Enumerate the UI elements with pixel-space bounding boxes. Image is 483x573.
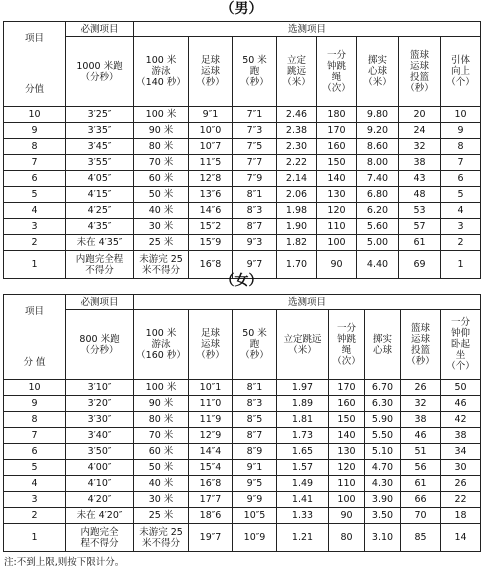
male-value-cell: 2.30 <box>277 139 317 155</box>
male-table-row <box>4 187 481 203</box>
male-value-cell: 30 米 <box>134 219 189 235</box>
male-value-cell: 1.70 <box>277 251 317 279</box>
male-value-cell: 6 <box>441 171 481 187</box>
male-value-cell: 内跑完全程 不得分 <box>66 251 134 279</box>
male-table-row <box>4 203 481 219</box>
male-value-cell: 8.60 <box>357 139 399 155</box>
female-value-cell: 1.41 <box>277 492 329 508</box>
male-table-row <box>4 171 481 187</box>
male-score-cell: 8 <box>4 139 66 155</box>
female-value-cell: 56 <box>401 460 441 476</box>
female-value-cell: 内跑完全 程不得分 <box>66 524 134 552</box>
female-value-cell: 60 米 <box>134 444 189 460</box>
male-value-cell: 8″3 <box>233 203 277 219</box>
male-value-cell: 14″6 <box>189 203 233 219</box>
male-value-cell: 150 <box>317 155 357 171</box>
female-value-cell: 6.30 <box>365 396 401 412</box>
male-value-cell: 2 <box>441 235 481 251</box>
male-value-cell: 61 <box>399 235 441 251</box>
female-value-cell: 80 <box>329 524 365 552</box>
male-score-cell: 5 <box>4 187 66 203</box>
female-value-cell: 未在 4′20″ <box>66 508 134 524</box>
female-value-cell: 4′00″ <box>66 460 134 476</box>
female-value-cell: 46 <box>441 396 481 412</box>
female-value-cell: 18″6 <box>189 508 233 524</box>
female-value-cell: 80 米 <box>134 412 189 428</box>
male-value-cell: 7″1 <box>233 107 277 123</box>
female-value-cell: 26 <box>401 380 441 396</box>
female-value-cell: 3′40″ <box>66 428 134 444</box>
male-value-cell: 2.46 <box>277 107 317 123</box>
female-value-cell: 70 米 <box>134 428 189 444</box>
male-value-cell: 110 <box>317 219 357 235</box>
female-value-cell: 9″9 <box>233 492 277 508</box>
male-value-cell: 2.38 <box>277 123 317 139</box>
female-table-row <box>4 524 481 552</box>
female-col-header: 100 米 游泳 （160 秒） <box>134 310 189 380</box>
female-col-header: 一分 钟仰 卧起 坐 （个） <box>441 310 481 380</box>
female-value-cell: 3.90 <box>365 492 401 508</box>
female-value-cell: 10″1 <box>189 380 233 396</box>
female-value-cell: 1.57 <box>277 460 329 476</box>
male-table-row <box>4 107 481 123</box>
female-value-cell: 42 <box>441 412 481 428</box>
male-value-cell: 10″0 <box>189 123 233 139</box>
female-score-cell: 9 <box>4 396 66 412</box>
male-value-cell: 9.20 <box>357 123 399 139</box>
female-score-cell: 2 <box>4 508 66 524</box>
male-table-row <box>4 155 481 171</box>
male-value-cell: 16″8 <box>189 251 233 279</box>
female-value-cell: 85 <box>401 524 441 552</box>
female-value-cell: 26 <box>441 476 481 492</box>
male-value-cell: 48 <box>399 187 441 203</box>
female-value-cell: 30 米 <box>134 492 189 508</box>
female-value-cell: 8″5 <box>233 412 277 428</box>
female-value-cell: 5.90 <box>365 412 401 428</box>
female-value-cell: 30 <box>441 460 481 476</box>
male-optional-group-header: 选测项目 <box>134 22 481 37</box>
male-col-header: 篮球 运球 投篮 （秒） <box>399 37 441 107</box>
female-value-cell: 14 <box>441 524 481 552</box>
female-value-cell: 3′10″ <box>66 380 134 396</box>
female-value-cell: 110 <box>329 476 365 492</box>
male-value-cell: 4 <box>441 203 481 219</box>
female-value-cell: 3.50 <box>365 508 401 524</box>
female-score-cell: 5 <box>4 460 66 476</box>
female-corner-header <box>4 295 66 380</box>
female-value-cell: 25 米 <box>134 508 189 524</box>
male-value-cell: 未在 4′35″ <box>66 235 134 251</box>
female-value-cell: 120 <box>329 460 365 476</box>
female-value-cell: 130 <box>329 444 365 460</box>
female-value-cell: 22 <box>441 492 481 508</box>
female-value-cell: 1.73 <box>277 428 329 444</box>
male-value-cell: 5.00 <box>357 235 399 251</box>
male-value-cell: 13″6 <box>189 187 233 203</box>
female-value-cell: 3′20″ <box>66 396 134 412</box>
male-required-group-header: 必测项目 <box>66 22 134 37</box>
female-value-cell: 9″1 <box>233 460 277 476</box>
male-value-cell: 69 <box>399 251 441 279</box>
female-value-cell: 170 <box>329 380 365 396</box>
male-value-cell: 15″2 <box>189 219 233 235</box>
male-value-cell: 1.98 <box>277 203 317 219</box>
male-value-cell: 5 <box>441 187 481 203</box>
male-table-row <box>4 123 481 139</box>
male-value-cell: 5.60 <box>357 219 399 235</box>
male-value-cell: 9.80 <box>357 107 399 123</box>
female-value-cell: 150 <box>329 412 365 428</box>
female-value-cell: 50 <box>441 380 481 396</box>
female-value-cell: 8″9 <box>233 444 277 460</box>
male-value-cell: 160 <box>317 139 357 155</box>
male-value-cell: 100 米 <box>134 107 189 123</box>
female-table-row <box>4 508 481 524</box>
female-score-label: 分 值 <box>23 357 46 368</box>
female-table-row <box>4 380 481 396</box>
female-table-heading: （女） <box>220 273 263 289</box>
female-value-cell: 51 <box>401 444 441 460</box>
footnote: 注:不到上限,则按下限计分。 <box>4 557 125 568</box>
female-value-cell: 1.33 <box>277 508 329 524</box>
female-value-cell: 1.49 <box>277 476 329 492</box>
female-value-cell: 50 米 <box>134 460 189 476</box>
male-score-cell: 1 <box>4 251 66 279</box>
female-value-cell: 1.81 <box>277 412 329 428</box>
female-value-cell: 18 <box>441 508 481 524</box>
female-value-cell: 11″9 <box>189 412 233 428</box>
male-value-cell: 32 <box>399 139 441 155</box>
male-value-cell: 1.82 <box>277 235 317 251</box>
female-value-cell: 3′50″ <box>66 444 134 460</box>
female-table-row <box>4 492 481 508</box>
male-value-cell: 12″8 <box>189 171 233 187</box>
female-value-cell: 61 <box>401 476 441 492</box>
male-corner-header <box>4 22 66 107</box>
female-header-row-groups <box>4 295 481 310</box>
female-value-cell: 40 米 <box>134 476 189 492</box>
female-score-table <box>3 294 481 552</box>
female-value-cell: 8″3 <box>233 396 277 412</box>
male-value-cell: 2.14 <box>277 171 317 187</box>
female-score-cell: 10 <box>4 380 66 396</box>
female-value-cell: 1.97 <box>277 380 329 396</box>
male-score-cell: 3 <box>4 219 66 235</box>
female-score-cell: 7 <box>4 428 66 444</box>
female-value-cell: 5.10 <box>365 444 401 460</box>
male-value-cell: 7″5 <box>233 139 277 155</box>
male-col-header: 50 米 跑 （秒） <box>233 37 277 107</box>
female-value-cell: 8″7 <box>233 428 277 444</box>
female-value-cell: 5.50 <box>365 428 401 444</box>
male-value-cell: 180 <box>317 107 357 123</box>
female-value-cell: 3.10 <box>365 524 401 552</box>
male-value-cell: 8 <box>441 139 481 155</box>
female-value-cell: 38 <box>401 412 441 428</box>
female-table-body <box>4 380 481 552</box>
male-value-cell: 7″7 <box>233 155 277 171</box>
female-value-cell: 12″9 <box>189 428 233 444</box>
female-value-cell: 160 <box>329 396 365 412</box>
female-col-header: 一分 钟跳 绳 （次） <box>329 310 365 380</box>
male-value-cell: 7″9 <box>233 171 277 187</box>
male-col-header: 立定 跳远 （米） <box>277 37 317 107</box>
male-value-cell: 7″3 <box>233 123 277 139</box>
male-value-cell: 140 <box>317 171 357 187</box>
female-required-group-header: 必测项目 <box>66 295 134 310</box>
female-score-cell: 4 <box>4 476 66 492</box>
male-value-cell: 170 <box>317 123 357 139</box>
male-value-cell: 6.20 <box>357 203 399 219</box>
female-value-cell: 4.70 <box>365 460 401 476</box>
male-value-cell: 4.40 <box>357 251 399 279</box>
female-value-cell: 4′10″ <box>66 476 134 492</box>
male-col-header: 1000 米跑 （分秒） <box>66 37 134 107</box>
male-value-cell: 80 米 <box>134 139 189 155</box>
male-value-cell: 10 <box>441 107 481 123</box>
female-score-cell: 6 <box>4 444 66 460</box>
male-item-label: 项目 <box>24 33 44 44</box>
male-value-cell: 4′35″ <box>66 219 134 235</box>
male-table-row <box>4 139 481 155</box>
male-value-cell: 3′35″ <box>66 123 134 139</box>
female-value-cell: 11″0 <box>189 396 233 412</box>
female-table-row <box>4 428 481 444</box>
female-value-cell: 10″9 <box>233 524 277 552</box>
female-value-cell: 100 <box>329 492 365 508</box>
male-value-cell: 6.80 <box>357 187 399 203</box>
female-col-header: 50 米 跑 （秒） <box>233 310 277 380</box>
male-value-cell: 70 米 <box>134 155 189 171</box>
female-optional-group-header: 选测项目 <box>134 295 481 310</box>
male-value-cell: 3′25″ <box>66 107 134 123</box>
male-score-cell: 9 <box>4 123 66 139</box>
male-value-cell: 4′05″ <box>66 171 134 187</box>
male-score-label: 分值 <box>24 84 44 95</box>
male-value-cell: 15″9 <box>189 235 233 251</box>
male-table-row <box>4 235 481 251</box>
male-value-cell: 24 <box>399 123 441 139</box>
male-value-cell: 90 米 <box>134 123 189 139</box>
male-value-cell: 1 <box>441 251 481 279</box>
female-value-cell: 4′20″ <box>66 492 134 508</box>
male-score-cell: 4 <box>4 203 66 219</box>
male-value-cell: 3 <box>441 219 481 235</box>
male-value-cell: 未游完 25 米不得分 <box>134 251 189 279</box>
male-col-header: 100 米 游泳 （140 秒） <box>134 37 189 107</box>
male-value-cell: 2.22 <box>277 155 317 171</box>
female-value-cell: 34 <box>441 444 481 460</box>
female-score-cell: 8 <box>4 412 66 428</box>
male-value-cell: 38 <box>399 155 441 171</box>
female-table-row <box>4 396 481 412</box>
male-value-cell: 60 米 <box>134 171 189 187</box>
male-col-header: 足球 运球 （秒） <box>189 37 233 107</box>
female-value-cell: 66 <box>401 492 441 508</box>
male-value-cell: 25 米 <box>134 235 189 251</box>
female-value-cell: 10″5 <box>233 508 277 524</box>
female-value-cell: 3′30″ <box>66 412 134 428</box>
female-table-row <box>4 476 481 492</box>
male-header-row-groups <box>4 22 481 37</box>
female-col-header: 掷实 心球 <box>365 310 401 380</box>
female-value-cell: 15″4 <box>189 460 233 476</box>
male-value-cell: 4′15″ <box>66 187 134 203</box>
male-value-cell: 3′55″ <box>66 155 134 171</box>
female-value-cell: 46 <box>401 428 441 444</box>
male-value-cell: 7 <box>441 155 481 171</box>
male-value-cell: 9″7 <box>233 251 277 279</box>
male-score-table <box>3 21 481 279</box>
male-value-cell: 1.90 <box>277 219 317 235</box>
male-value-cell: 100 <box>317 235 357 251</box>
female-value-cell: 140 <box>329 428 365 444</box>
male-value-cell: 4′25″ <box>66 203 134 219</box>
female-value-cell: 90 <box>329 508 365 524</box>
male-value-cell: 130 <box>317 187 357 203</box>
male-col-header: 掷实 心球 （米） <box>357 37 399 107</box>
male-score-cell: 10 <box>4 107 66 123</box>
female-value-cell: 16″8 <box>189 476 233 492</box>
male-score-cell: 6 <box>4 171 66 187</box>
female-value-cell: 9″5 <box>233 476 277 492</box>
female-value-cell: 1.21 <box>277 524 329 552</box>
male-value-cell: 8.00 <box>357 155 399 171</box>
female-col-header: 足球 运球 （秒） <box>189 310 233 380</box>
female-item-label: 项目 <box>24 306 44 317</box>
male-table-body <box>4 107 481 279</box>
male-value-cell: 43 <box>399 171 441 187</box>
male-value-cell: 10″7 <box>189 139 233 155</box>
female-score-cell: 1 <box>4 524 66 552</box>
male-value-cell: 3′45″ <box>66 139 134 155</box>
male-score-cell: 7 <box>4 155 66 171</box>
male-value-cell: 7.40 <box>357 171 399 187</box>
male-value-cell: 57 <box>399 219 441 235</box>
male-col-header: 引体 向上 （个） <box>441 37 481 107</box>
female-value-cell: 8″1 <box>233 380 277 396</box>
female-value-cell: 1.65 <box>277 444 329 460</box>
female-value-cell: 14″4 <box>189 444 233 460</box>
female-value-cell: 100 米 <box>134 380 189 396</box>
female-value-cell: 未游完 25 米不得分 <box>134 524 189 552</box>
female-table-row <box>4 460 481 476</box>
female-col-header: 立定跳远 （米） <box>277 310 329 380</box>
male-table-row <box>4 219 481 235</box>
female-value-cell: 38 <box>441 428 481 444</box>
male-value-cell: 53 <box>399 203 441 219</box>
male-table-heading: （男） <box>220 1 263 17</box>
female-col-header: 800 米跑 （分秒） <box>66 310 134 380</box>
male-value-cell: 8″7 <box>233 219 277 235</box>
female-value-cell: 17″7 <box>189 492 233 508</box>
female-table-row <box>4 444 481 460</box>
female-value-cell: 19″7 <box>189 524 233 552</box>
female-value-cell: 6.70 <box>365 380 401 396</box>
male-value-cell: 11″5 <box>189 155 233 171</box>
male-value-cell: 9 <box>441 123 481 139</box>
female-value-cell: 32 <box>401 396 441 412</box>
female-value-cell: 1.89 <box>277 396 329 412</box>
male-value-cell: 50 米 <box>134 187 189 203</box>
female-table-row <box>4 412 481 428</box>
male-value-cell: 9″3 <box>233 235 277 251</box>
female-value-cell: 4.30 <box>365 476 401 492</box>
female-value-cell: 70 <box>401 508 441 524</box>
male-value-cell: 2.06 <box>277 187 317 203</box>
female-col-header: 篮球 运球 投篮 （秒） <box>401 310 441 380</box>
female-header-row-columns <box>4 310 481 380</box>
male-value-cell: 9″1 <box>189 107 233 123</box>
male-value-cell: 8″1 <box>233 187 277 203</box>
female-value-cell: 90 米 <box>134 396 189 412</box>
male-header-row-columns <box>4 37 481 107</box>
male-value-cell: 20 <box>399 107 441 123</box>
male-value-cell: 120 <box>317 203 357 219</box>
male-value-cell: 90 <box>317 251 357 279</box>
male-col-header: 一分 钟跳 绳 （次） <box>317 37 357 107</box>
female-score-cell: 3 <box>4 492 66 508</box>
male-value-cell: 40 米 <box>134 203 189 219</box>
male-score-cell: 2 <box>4 235 66 251</box>
